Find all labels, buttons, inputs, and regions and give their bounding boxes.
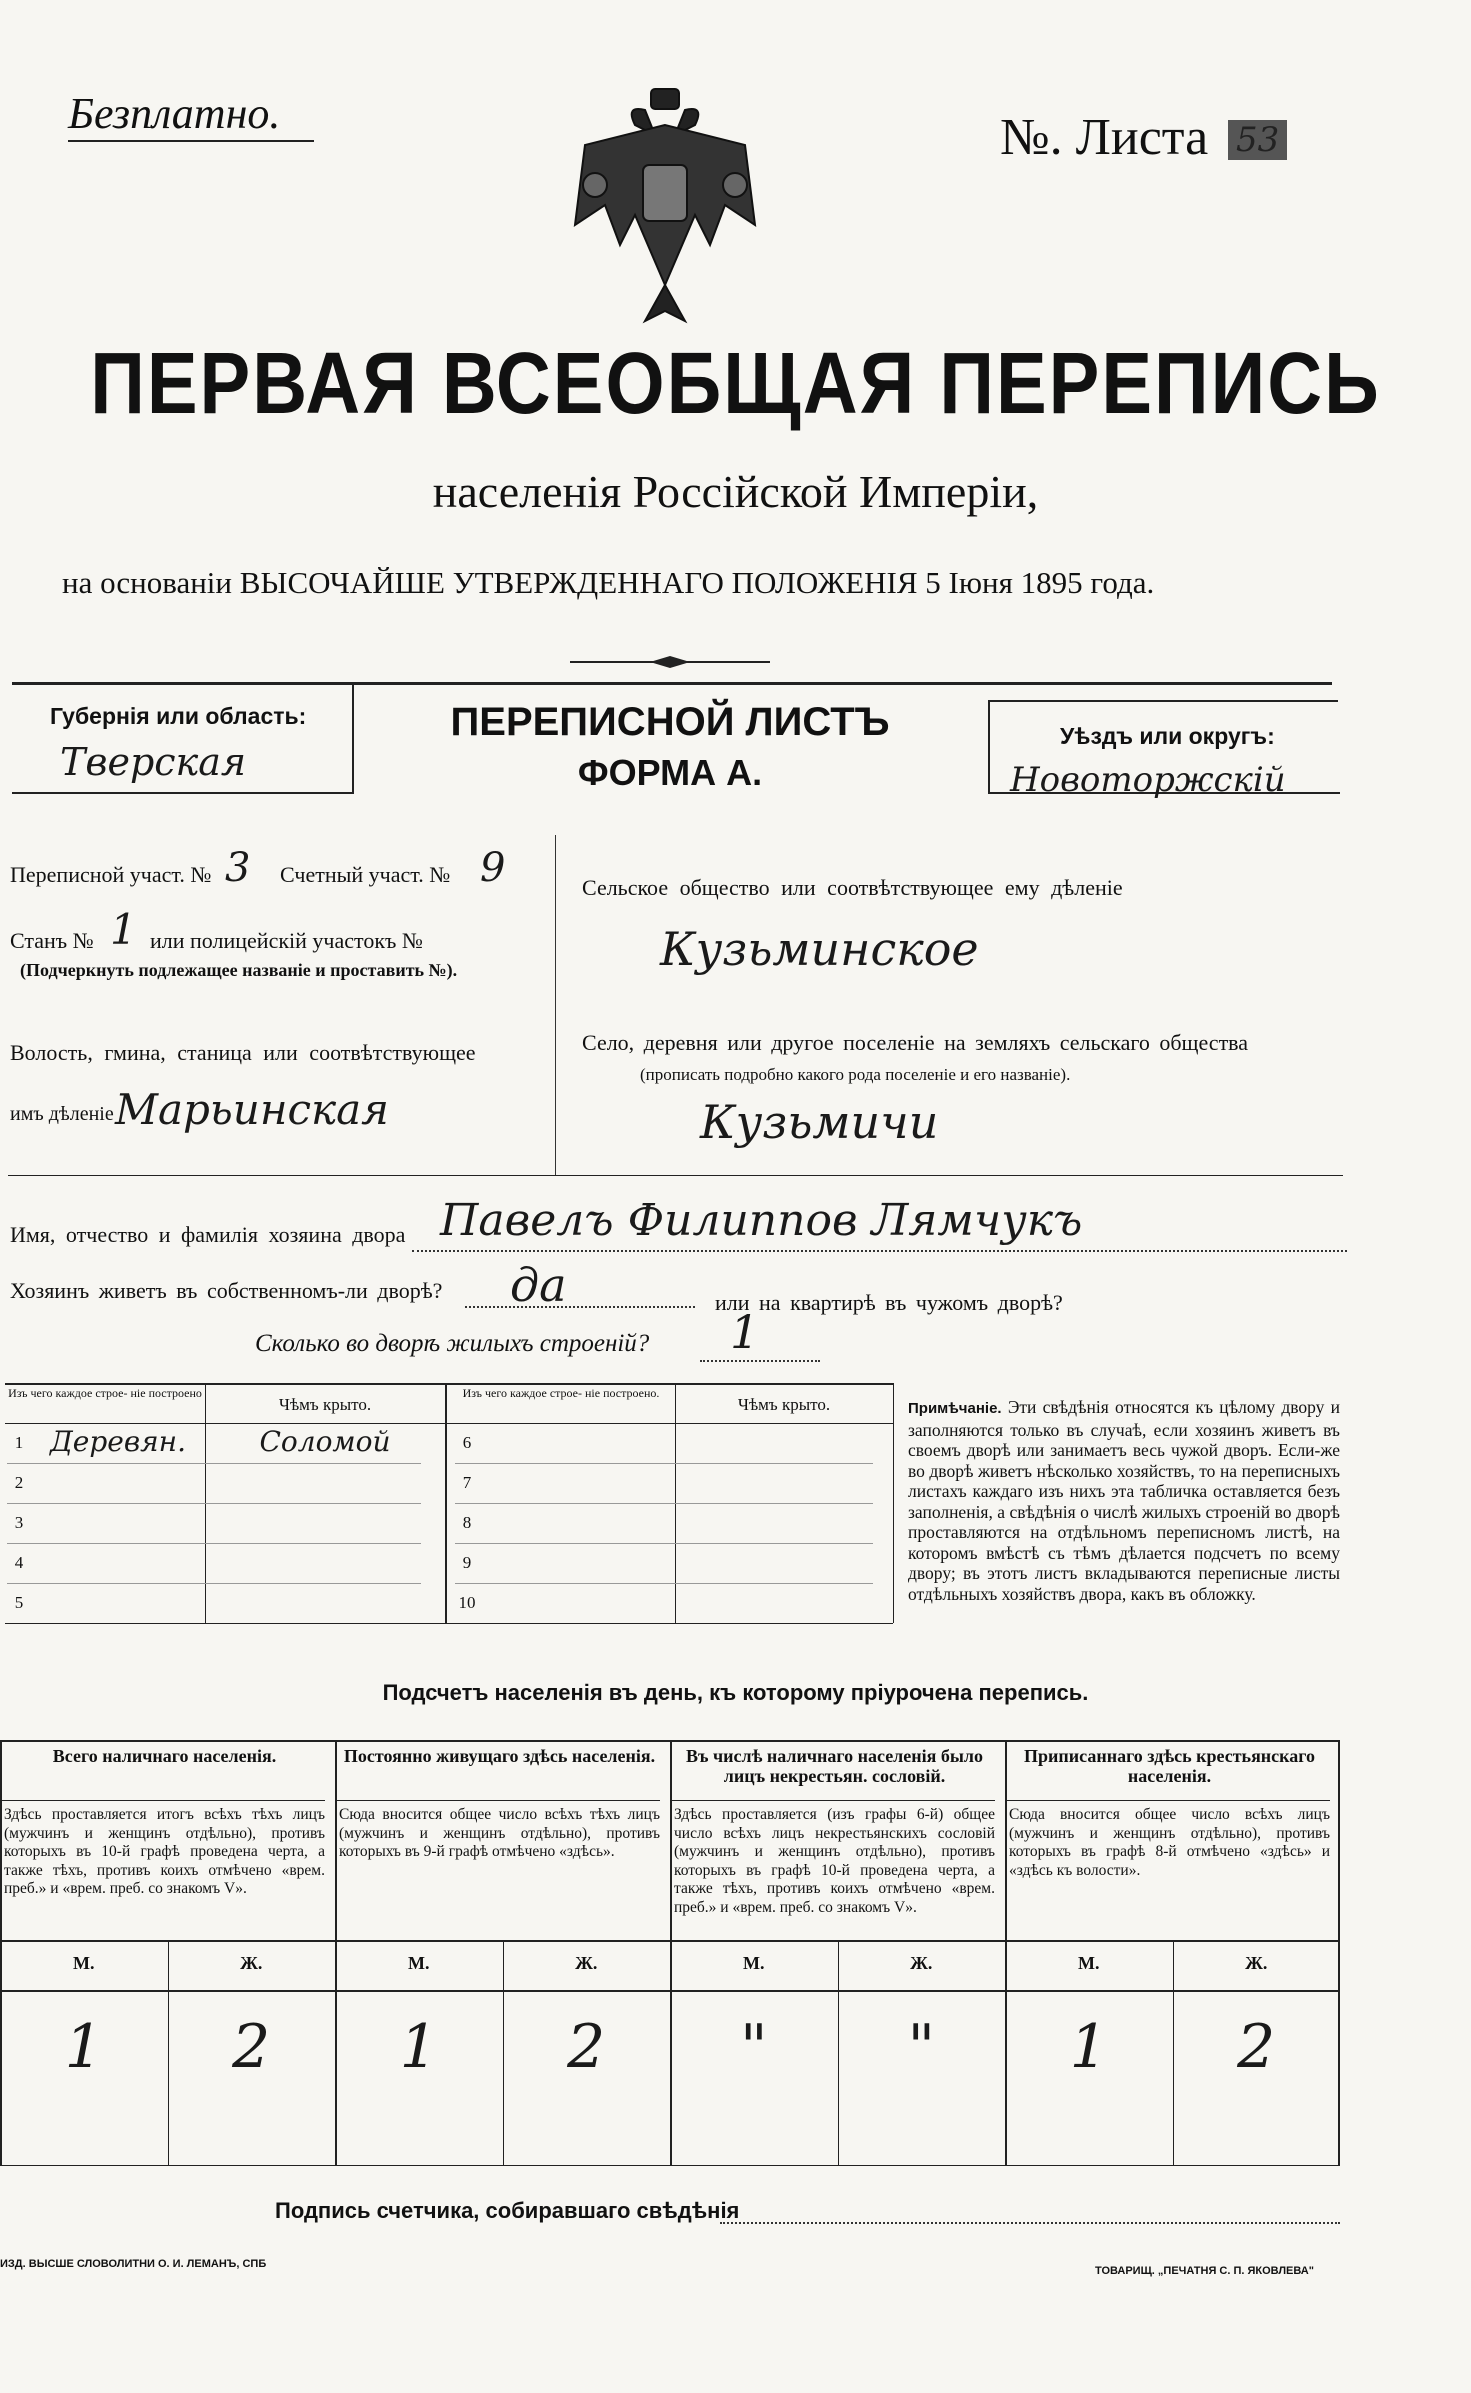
stan-value: 1 [110, 905, 137, 954]
owner-name-label: Имя, отчество и фамилія хозяина двора [10, 1222, 406, 1247]
village-note: (прописать подробно какого рода поселеніе и его названіе). [640, 1065, 1071, 1084]
buildings-left-row-number: 1 [14, 1433, 24, 1452]
owner-rent-label: или на квартирѣ въ чужомъ дворѣ? [715, 1290, 1063, 1315]
owner-own-value: да [510, 1258, 567, 1312]
population-female-value: 2 [1237, 2012, 1276, 2082]
count-area-value: 9 [480, 845, 506, 891]
population-col-header: Постоянно живущаго здѣсь населенія. [343, 1746, 656, 1766]
note-title: Примѣчаніе. [908, 1400, 1002, 1417]
buildings-table [5, 1383, 893, 1623]
population-title: Подсчетъ населенія въ день, къ которому пріурочена перепись. [382, 1680, 1089, 1705]
stan-note: (Подчеркнуть подлежащее названіе и проставить №). [20, 960, 458, 980]
population-female-label: Ж. [575, 1953, 598, 1973]
population-male-value: 1 [64, 2012, 103, 2082]
printer-left: ИЗД. ВЫСШЕ СЛОВОЛИТНИ О. И. ЛЕМАНЪ, СПБ [0, 2258, 267, 2270]
owner-name-value: Павелъ Филиппов Лямчукъ [440, 1195, 1083, 1246]
buildings-right-row-number: 8 [462, 1513, 472, 1532]
buildings-left-row-roof: Соломой [259, 1425, 391, 1458]
population-female-value: " [907, 2012, 936, 2082]
basis-line: на основаніи ВЫСОЧАЙШЕ УТВЕРЖДЕННАГО ПОЛОЖЕНІЯ 5 Іюня 1895 года. [62, 565, 1155, 600]
population-col-desc: Здѣсь проставляется итогъ всѣхъ тѣхъ лицъ (мужчинъ и женщинъ отдѣльно), противъ которыхъ въ 10-й графѣ проведена черта, а также тѣхъ, противъ коихъ отмѣчено «врем. преб.» и «врем. преб. со знакомъ V». [4, 1806, 325, 1897]
population-table [0, 1740, 1340, 2165]
province-label: Губернія или область: [50, 703, 307, 729]
village-value: Кузьмичи [700, 1095, 939, 1149]
population-col-desc: Здѣсь проставляется (изъ графы 6-й) общее число всѣхъ лицъ некрестьянскихъ сословій (мужчинъ и женщинъ отдѣльно), противъ которыхъ въ графѣ 10-й проведена черта, а также тѣхъ, противъ коихъ отмѣчено «врем. преб.» и «врем. преб. со знакомъ V». [674, 1806, 995, 1916]
buildings-left-row-number: 3 [14, 1513, 24, 1532]
volost-value: Марьинская [115, 1085, 389, 1134]
buildings-right-row-number: 10 [458, 1593, 476, 1612]
buildings-left-row-material: Деревян. [49, 1425, 186, 1458]
volost-label-2: имъ дѣленіе [10, 1103, 114, 1125]
population-male-label: М. [1078, 1953, 1100, 1973]
buildings-col4-header: Чѣмъ крыто. [737, 1395, 831, 1414]
population-female-value: 2 [232, 2012, 271, 2082]
owner-own-label: Хозяинъ живетъ въ собственномъ-ли дворѣ? [10, 1278, 443, 1303]
police-label: или полицейскій участокъ № [150, 928, 423, 953]
form-subtitle: ФОРМА А. [577, 752, 763, 793]
population-female-label: Ж. [240, 1953, 263, 1973]
stan-label: Станъ № [10, 928, 94, 953]
note-text: Эти свѣдѣнія относятся къ цѣлому двору и заполняются только въ случаѣ, если хозяинъ живетъ въ своемъ дворѣ или занимаетъ весь чужой дворъ. Если-же во дворѣ живетъ нѣсколько хозяйствъ, то на переписныхъ листахъ каждаго изъ нихъ эта табличка оставляется безъ заполненія, а свѣдѣнія о числѣ жилыхъ строеній во дворѣ проставляются на отдѣльномъ переписномъ листѣ, на которомъ вмѣстѣ съ тѣмъ дѣлается подсчетъ по всему двору; въ этотъ листъ вкладываются переписные листы отдѣльныхъ хозяйствъ двора, какъ въ обложку. [908, 1397, 1340, 1604]
census-area-label: Переписной участ. № [10, 862, 212, 887]
volost-label: Волость, гмина, станица или соотвѣтствующее [10, 1040, 476, 1065]
buildings-right-row-number: 6 [462, 1433, 472, 1452]
village-label: Село, деревня или другое поселеніе на земляхъ сельскаго общества [582, 1030, 1249, 1055]
free-label-underline [68, 140, 314, 142]
population-col-desc: Сюда вносится общее число всѣхъ лицъ (мужчинъ и женщинъ отдѣльно), противъ которыхъ въ графѣ 8-й отмѣчено «здѣсь» и «здѣсь къ волости». [1009, 1806, 1330, 1879]
buildings-col3-header: Изъ чего каждое строе- ніе построено. [462, 1386, 660, 1400]
buildings-count-label: Сколько во дворѣ жилыхъ строеній? [255, 1330, 650, 1357]
population-col-header: Приписаннаго здѣсь крестьянскаго населенія. [1024, 1746, 1315, 1786]
population-male-value: 1 [1069, 2012, 1108, 2082]
buildings-left-row-number: 2 [14, 1473, 24, 1492]
population-col-desc: Сюда вносится общее число всѣхъ тѣхъ лицъ (мужчинъ и женщинъ отдѣльно), противъ которыхъ въ 9-й графѣ отмѣчено «здѣсь». [339, 1806, 660, 1860]
population-male-label: М. [743, 1953, 765, 1973]
free-label: Безплатно. [68, 89, 281, 138]
province-value: Тверская [60, 740, 247, 784]
buildings-left-row-number: 4 [14, 1553, 24, 1572]
sheet-number-label: №. Листа [1000, 109, 1209, 166]
buildings-col1-header: Изъ чего каждое строе- ніе построено [8, 1386, 202, 1400]
society-label: Сельское общество или соотвѣтствующее ему дѣленіе [582, 875, 1123, 900]
count-area-label: Счетный участ. № [280, 862, 451, 887]
population-female-label: Ж. [910, 1953, 933, 1973]
buildings-left-row-number: 5 [14, 1593, 24, 1612]
double-headed-eagle-emblem [565, 85, 765, 325]
buildings-count-value: 1 [730, 1305, 760, 1359]
population-male-value: 1 [399, 2012, 438, 2082]
form-title: ПЕРЕПИСНОЙ ЛИСТЪ [450, 700, 890, 744]
census-area-value: 3 [225, 845, 251, 891]
sheet-number-value: 53 [1228, 120, 1287, 160]
population-col-header: Въ числѣ наличнаго населенія было лицъ некрестьян. сословій. [685, 1746, 984, 1786]
buildings-right-row-number: 7 [462, 1473, 472, 1492]
population-male-label: М. [408, 1953, 430, 1973]
district-value: Новоторжскій [1010, 760, 1286, 800]
population-male-label: М. [73, 1953, 95, 1973]
population-female-label: Ж. [1245, 1953, 1268, 1973]
page-title: ПЕРВАЯ ВСЕОБЩАЯ ПЕРЕПИСЬ [90, 334, 1381, 433]
district-label: Уѣздъ или округъ: [1060, 723, 1275, 749]
population-female-value: 2 [567, 2012, 606, 2082]
printer-right: ТОВАРИЩ. „ПЕЧАТНЯ С. П. ЯКОВЛЕВА" [1095, 2265, 1314, 2277]
note-block [908, 1397, 1340, 1604]
ornament-divider [570, 655, 770, 669]
population-male-value: " [739, 2012, 768, 2082]
page-subtitle: населенія Россійской Имперіи, [432, 466, 1039, 517]
buildings-col2-header: Чѣмъ крыто. [278, 1395, 372, 1414]
buildings-right-row-number: 9 [462, 1553, 472, 1572]
society-value: Кузьминское [660, 922, 979, 976]
population-col-header: Всего наличнаго населенія. [52, 1746, 277, 1766]
signature-label: Подпись счетчика, собиравшаго свѣдѣнія [275, 2198, 740, 2223]
